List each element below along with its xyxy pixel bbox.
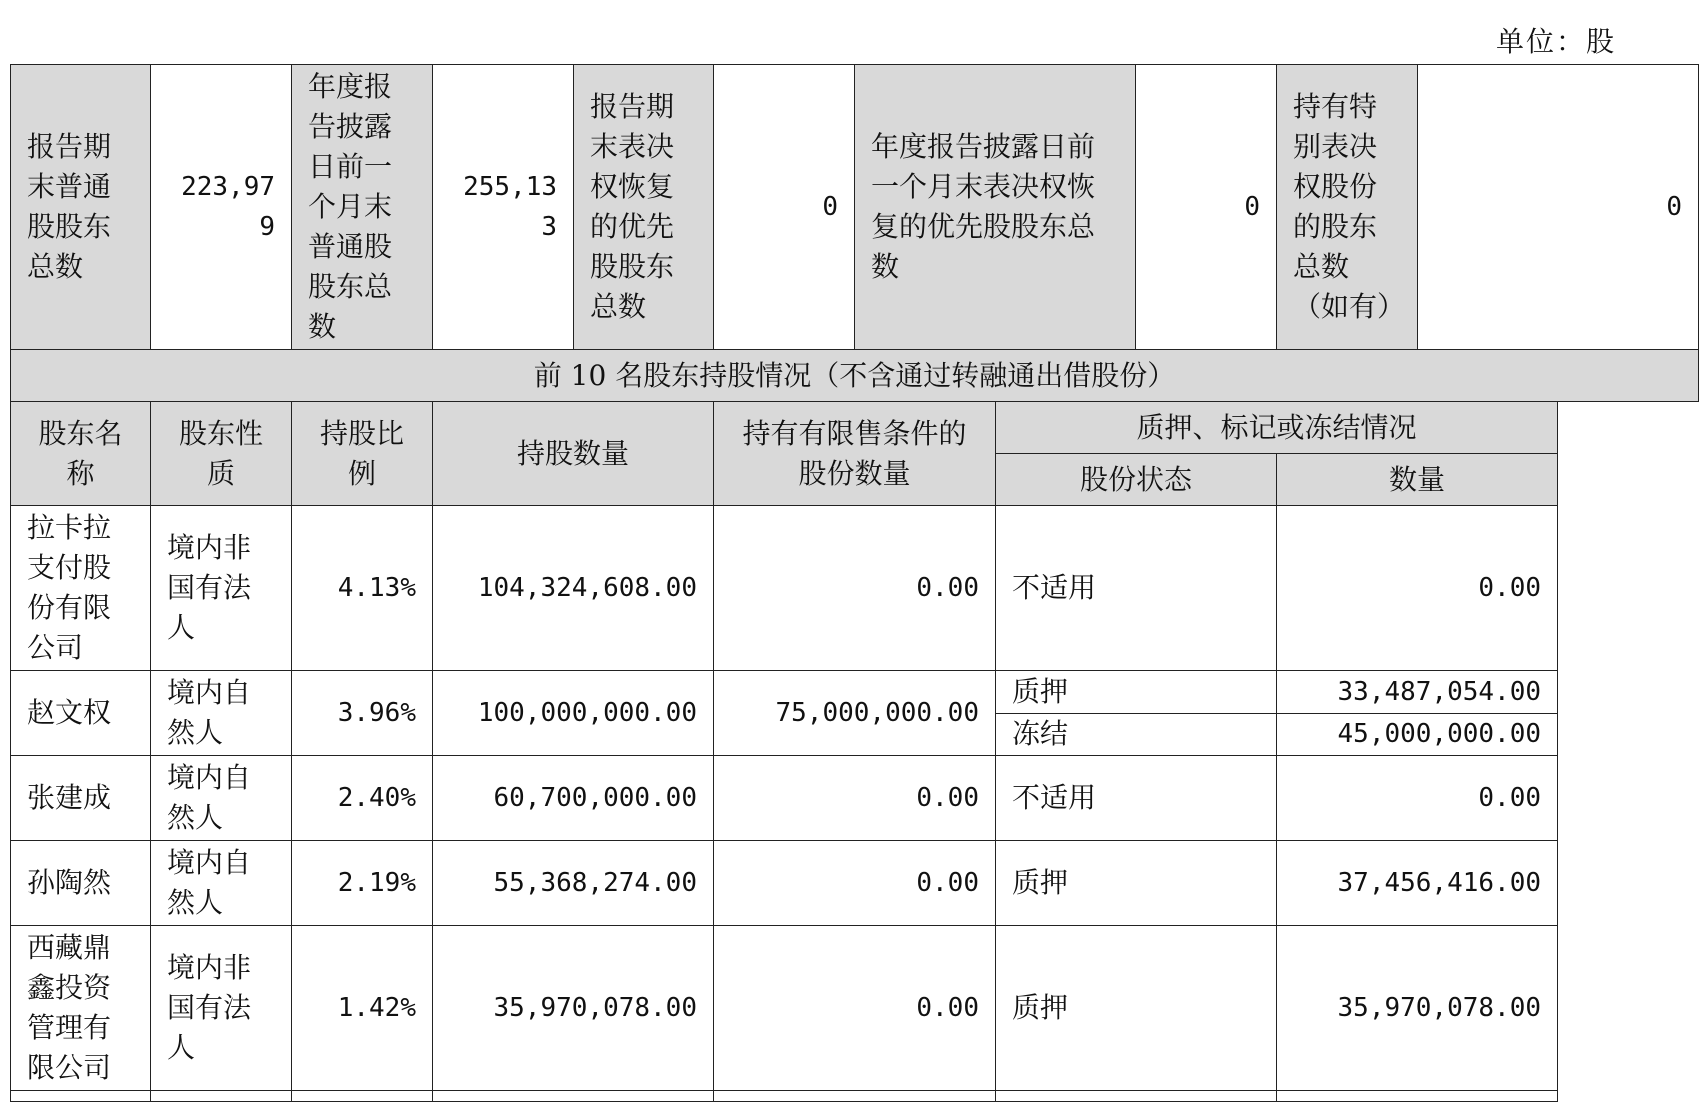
section-title: 前 10 名股东持股情况（不含通过转融通出借股份） <box>11 350 1699 402</box>
table-row <box>11 671 1699 714</box>
shareholder-name: 拉卡拉支付股份有限公司 <box>11 506 151 671</box>
pledge-amount: 33,487,054.00 <box>1277 671 1558 714</box>
header-amount: 数量 <box>1277 454 1558 506</box>
shareholder-name: 赵文权 <box>11 671 151 756</box>
restricted-quantity: 0.00 <box>714 756 996 841</box>
pledge-amount: 45,000,000.00 <box>1277 713 1558 756</box>
header-quantity: 持股数量 <box>433 402 714 506</box>
shareholder-nature: 境内非国有法人 <box>151 506 292 671</box>
restricted-quantity: 75,000,000.00 <box>714 671 996 756</box>
holding-quantity: 35,970,078.00 <box>433 926 714 1091</box>
truncated-row <box>11 1091 1699 1102</box>
prior-month-common-value: 255,133 <box>433 65 574 350</box>
shareholder-name: 西藏鼎鑫投资管理有限公司 <box>11 926 151 1091</box>
table-row <box>11 756 1699 841</box>
shareholder-table <box>10 64 1699 1102</box>
holding-ratio: 1.42% <box>292 926 433 1091</box>
shareholder-nature: 境内非国有法人 <box>151 926 292 1091</box>
header-row-1 <box>11 402 1699 454</box>
pledge-amount: 0.00 <box>1277 506 1558 671</box>
restricted-quantity: 0.00 <box>714 506 996 671</box>
table-cell <box>11 1091 151 1102</box>
special-voting-label: 持有特别表决权股份的股东总数（如有） <box>1277 65 1418 350</box>
share-status: 质押 <box>996 841 1277 926</box>
shareholder-name: 孙陶然 <box>11 841 151 926</box>
holding-quantity: 104,324,608.00 <box>433 506 714 671</box>
shareholder-nature: 境内自然人 <box>151 756 292 841</box>
header-status: 股份状态 <box>996 454 1277 506</box>
table-cell <box>292 1091 433 1102</box>
prior-month-restored-value: 0 <box>1136 65 1277 350</box>
table-cell <box>151 1091 292 1102</box>
share-status: 质押 <box>996 671 1277 714</box>
total-common-label: 报告期末普通股股东总数 <box>11 65 151 350</box>
prior-month-common-label: 年度报告披露日前一个月末普通股股东总数 <box>292 65 433 350</box>
holding-ratio: 3.96% <box>292 671 433 756</box>
restricted-quantity: 0.00 <box>714 841 996 926</box>
holding-quantity: 55,368,274.00 <box>433 841 714 926</box>
table-cell <box>996 1091 1277 1102</box>
share-status: 不适用 <box>996 506 1277 671</box>
header-pledge-group: 质押、标记或冻结情况 <box>996 402 1558 454</box>
shareholder-nature: 境内自然人 <box>151 841 292 926</box>
header-name: 股东名称 <box>11 402 151 506</box>
special-voting-value: 0 <box>1418 65 1699 350</box>
section-title-row <box>11 350 1699 402</box>
table-row <box>11 841 1699 926</box>
restored-preferred-value: 0 <box>714 65 855 350</box>
share-status: 质押 <box>996 926 1277 1091</box>
table-cell <box>433 1091 714 1102</box>
unit-label: 单位：股 <box>1495 25 1616 58</box>
table-row <box>11 506 1699 671</box>
holding-ratio: 4.13% <box>292 506 433 671</box>
pledge-amount: 0.00 <box>1277 756 1558 841</box>
total-common-value: 223,979 <box>151 65 292 350</box>
table-cell <box>714 1091 996 1102</box>
shareholder-nature: 境内自然人 <box>151 671 292 756</box>
header-ratio: 持股比例 <box>292 402 433 506</box>
header-nature: 股东性质 <box>151 402 292 506</box>
share-status: 冻结 <box>996 713 1277 756</box>
pledge-amount: 35,970,078.00 <box>1277 926 1558 1091</box>
summary-row <box>11 65 1699 350</box>
prior-month-restored-label: 年度报告披露日前一个月末表决权恢复的优先股股东总数 <box>855 65 1136 350</box>
table-row <box>11 926 1699 1091</box>
holding-quantity: 60,700,000.00 <box>433 756 714 841</box>
restricted-quantity: 0.00 <box>714 926 996 1091</box>
shareholder-name: 张建成 <box>11 756 151 841</box>
header-restricted: 持有有限售条件的股份数量 <box>714 402 996 506</box>
holding-ratio: 2.40% <box>292 756 433 841</box>
share-status: 不适用 <box>996 756 1277 841</box>
pledge-amount: 37,456,416.00 <box>1277 841 1558 926</box>
holding-quantity: 100,000,000.00 <box>433 671 714 756</box>
table-cell <box>1277 1091 1558 1102</box>
restored-preferred-label: 报告期末表决权恢复的优先股股东总数 <box>574 65 714 350</box>
holding-ratio: 2.19% <box>292 841 433 926</box>
